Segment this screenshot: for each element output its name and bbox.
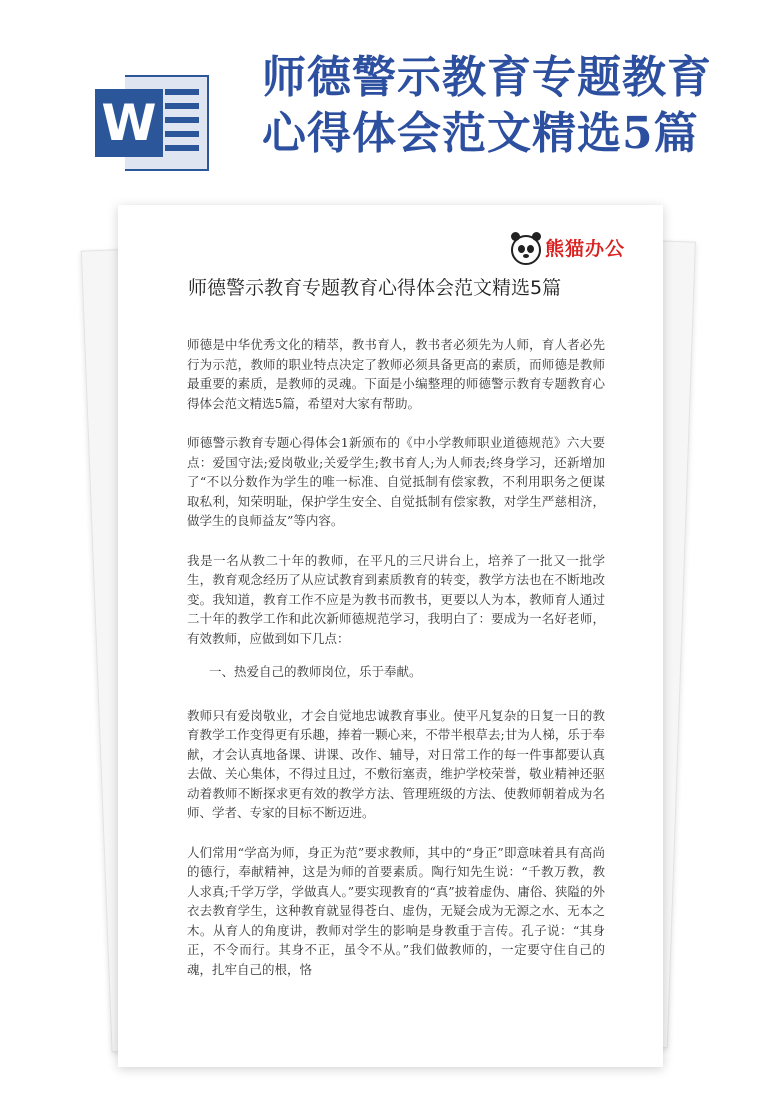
panda-office-logo [511, 235, 631, 265]
banner-title-line2: 心得体会范文精选5篇 [262, 108, 699, 159]
banner-title [262, 50, 762, 162]
panda-icon [511, 235, 541, 265]
word-letter-badge: W [95, 89, 163, 157]
section-heading: 一、热爱自己的教师岗位，乐于奉献。 [209, 664, 422, 679]
document-page [118, 205, 663, 1067]
document-body [187, 335, 605, 979]
paragraph: 师德警示教育专题心得体会1新颁布的《中小学教师职业道德规范》六大要点：爱国守法;爱岗敬业;关爱学生;教书育人;为人师表;终身学习，还新增加了“不以分数作为学生的唯一标准、自觉抵制有偿家教，不利用职务之便谋取私利，知荣明耻，保护学生安全、自觉抵制有偿家教，对学生严慈相济，做学生的良师益友”等内容。 [187, 435, 605, 528]
word-line [165, 89, 199, 95]
word-line [165, 117, 199, 123]
word-line [165, 145, 199, 151]
paragraph: 人们常用“学高为师，身正为范”要求教师，其中的“身正”即意味着具有高尚的德行，奉献精神，这是为师的首要素质。陶行知先生说：“千教万教，教人求真;千学万学，学做真人。”要实现教育的“真”披着虚伪、庸俗、狭隘的外衣去教育学生，这种教育就显得苍白、虚伪，无疑会成为无源之水、无本之木。从育人的角度讲，教师对学生的影响是身教重于言传。孔子说：“其身正，不令而行。其身不正，虽令不从。”我们做教师的，一定要守住自己的魂，扎牢自己的根，恪 [187, 844, 605, 977]
banner-title-line1: 师德警示教育专题教育 [262, 52, 712, 103]
word-document-icon [95, 75, 210, 165]
logo-text: 熊猫办公 [545, 238, 626, 260]
paragraph: 我是一名从教二十年的教师，在平凡的三尺讲台上，培养了一批又一批学生，教育观念经历了从应试教育到素质教育的转变，教学方法也在不断地改变。我知道，教育工作不应是为教书而教书，更要以人为本，教师育人通过二十年的教学工作和此次新师德规范学习，我明白了：要成为一名好老师，有效教师，应做到如下几点： [187, 552, 605, 646]
paragraph: 师德是中华优秀文化的精萃，教书育人，教书者必须先为人师，育人者必先行为示范，教师的职业特点决定了教师必须具备更高的素质，而师德是教师最重要的素质，是教师的灵魂。下面是小编整理的师德警示教育专题教育心得体会范文精选5篇，希望对大家有帮助。 [187, 337, 605, 411]
header-banner [0, 0, 780, 200]
word-line [165, 131, 199, 137]
paragraph: 教师只有爱岗敬业，才会自觉地忠诚教育事业。使平凡复杂的日复一日的教育教学工作变得更有乐趣，捧着一颗心来，不带半根草去;甘为人梯，乐于奉献，才会认真地备课、讲课、改作、辅导，对日常工作的每一件事都要认真去做、关心集体，不得过且过，不敷衍塞责，维护学校荣誉，敬业精神还驱动着教师不断探求更有效的教学方法、管理班级的方法、使教师朝着成为名师、学者、专家的目标不断迈进。 [187, 707, 605, 820]
document-title: 师德警示教育专题教育心得体会范文精选5篇 [188, 277, 562, 299]
word-line [165, 103, 199, 109]
